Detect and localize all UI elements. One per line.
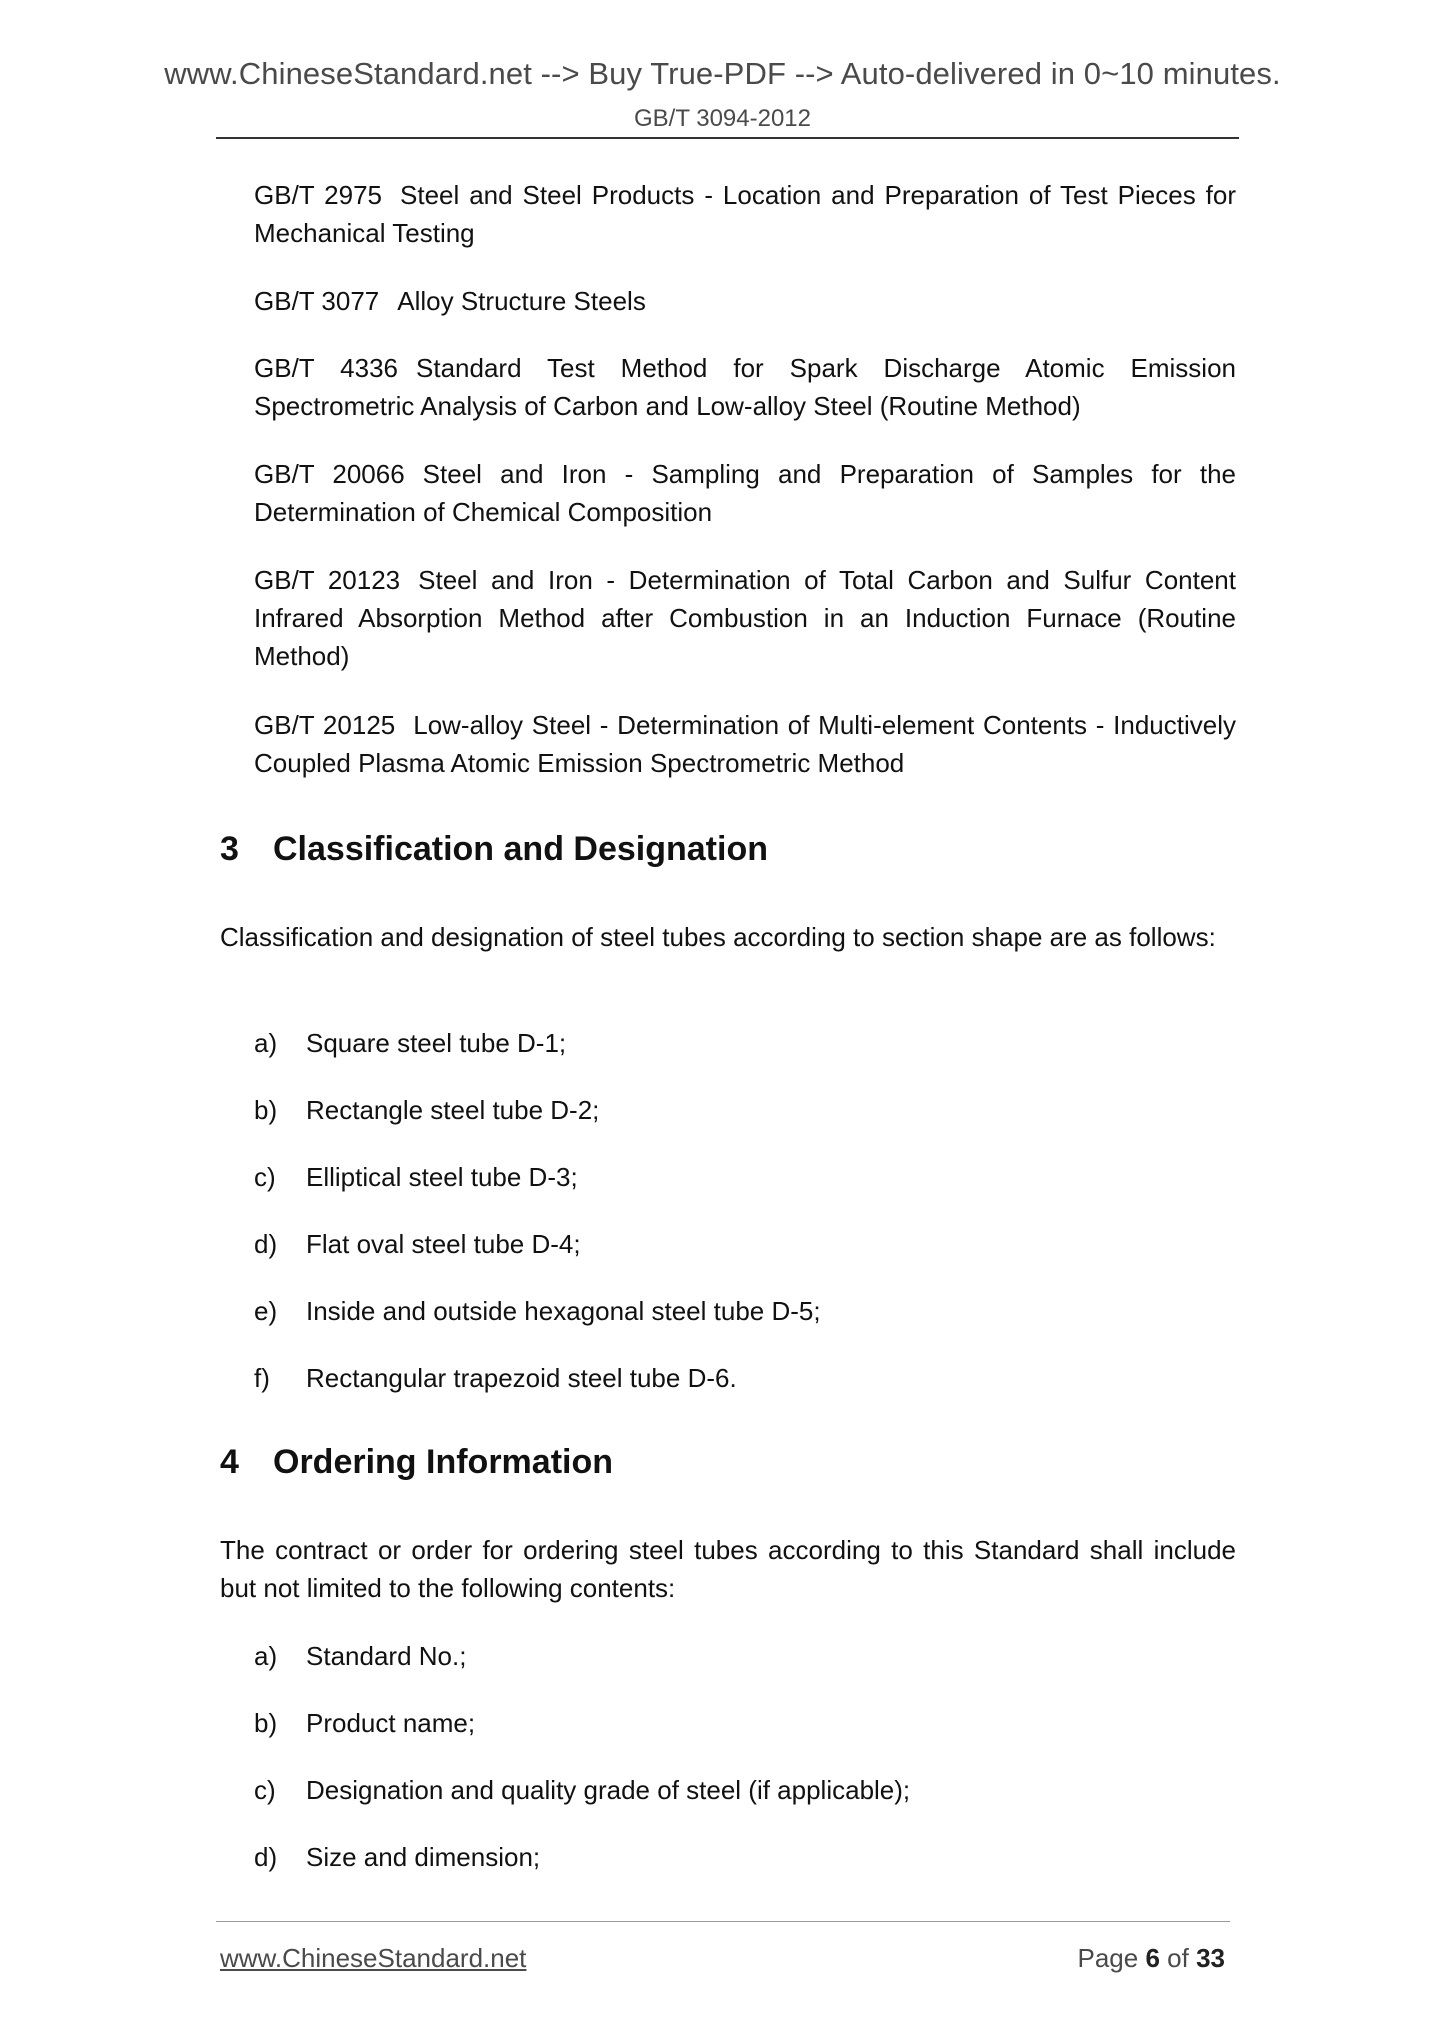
- reference-entry: [254, 176, 1236, 252]
- reference-code: GB/T 20125: [254, 710, 396, 740]
- reference-title: Low-alloy Steel - Determination of Multi-element Contents - Inductively Coupled Plasma Atomic Emission Spectrometric Method: [254, 710, 1236, 778]
- list-item-text: Elliptical steel tube D-3;: [306, 1162, 578, 1192]
- section-intro: The contract or order for ordering steel tubes according to this Standard shall include but not limited to the following contents:: [220, 1535, 1236, 1603]
- footer-divider: [216, 1921, 1230, 1922]
- list-item-text: Designation and quality grade of steel (if applicable);: [306, 1775, 911, 1805]
- section-heading-ordering: [220, 1443, 613, 1482]
- section-intro: Classification and designation of steel tubes according to section shape are as follows:: [220, 922, 1216, 952]
- section-heading-classification: [220, 830, 768, 869]
- list-item: [254, 1225, 581, 1263]
- reference-title: Steel and Steel Products - Location and Preparation of Test Pieces for Mechanical Testing: [254, 180, 1237, 248]
- list-item-text: Rectangular trapezoid steel tube D-6.: [306, 1363, 737, 1393]
- section-number: 4: [220, 1443, 239, 1481]
- list-item-text: Rectangle steel tube D-2;: [306, 1095, 600, 1125]
- reference-entry: [254, 561, 1236, 675]
- header-divider: [216, 137, 1239, 139]
- list-item: [254, 1024, 566, 1062]
- list-item: [254, 1292, 821, 1330]
- list-marker: c): [254, 1775, 276, 1805]
- of-word: of: [1167, 1943, 1189, 1973]
- header-banner: www.ChineseStandard.net --> Buy True-PDF --> Auto-delivered in 0~10 minutes.: [164, 56, 1281, 91]
- reference-entry: [254, 282, 1236, 320]
- reference-code: GB/T 4336: [254, 353, 399, 383]
- section-title: Ordering Information: [273, 1443, 613, 1481]
- reference-title: Steel and Iron - Determination of Total Carbon and Sulfur Content Infrared Absorption Method after Combustion in an Induction Furnace (Routine Method): [254, 565, 1236, 671]
- list-marker: c): [254, 1162, 276, 1192]
- reference-entry: [254, 706, 1236, 782]
- list-item-text: Inside and outside hexagonal steel tube D-5;: [306, 1296, 821, 1326]
- list-marker: b): [254, 1095, 278, 1125]
- reference-entry: [254, 455, 1236, 531]
- list-marker: a): [254, 1641, 278, 1671]
- reference-title: Alloy Structure Steels: [397, 286, 646, 316]
- reference-code: GB/T 2975: [254, 180, 382, 210]
- page-indicator: [1077, 1943, 1225, 1974]
- list-marker: f): [254, 1363, 270, 1393]
- reference-code: GB/T 3077: [254, 286, 380, 316]
- page-total: 33: [1196, 1943, 1225, 1973]
- list-marker: e): [254, 1296, 278, 1326]
- list-item-text: Product name;: [306, 1708, 476, 1738]
- section-number: 3: [220, 830, 239, 868]
- list-item: [254, 1771, 910, 1809]
- list-marker: b): [254, 1708, 278, 1738]
- list-marker: d): [254, 1842, 278, 1872]
- reference-title: Standard Test Method for Spark Discharge Atomic Emission Spectrometric Analysis of Carbon and Low-alloy Steel (Routine Method): [254, 353, 1237, 421]
- list-item: [254, 1704, 475, 1742]
- list-item-text: Flat oval steel tube D-4;: [306, 1229, 581, 1259]
- list-marker: d): [254, 1229, 278, 1259]
- section-title: Classification and Designation: [273, 830, 768, 868]
- standard-id: GB/T 3094-2012: [633, 105, 811, 132]
- reference-entry: [254, 349, 1236, 425]
- list-item: [254, 1637, 466, 1675]
- list-item: [254, 1091, 599, 1129]
- list-item-text: Size and dimension;: [306, 1842, 541, 1872]
- footer-site-link[interactable]: www.ChineseStandard.net: [220, 1943, 527, 1973]
- reference-title: Steel and Iron - Sampling and Preparation of Samples for the Determination of Chemical Composition: [254, 459, 1236, 527]
- list-item-text: Standard No.;: [306, 1641, 467, 1671]
- list-item: [254, 1838, 540, 1876]
- page-current: 6: [1145, 1943, 1160, 1973]
- reference-code: GB/T 20123: [254, 565, 401, 595]
- list-marker: a): [254, 1028, 278, 1058]
- reference-code: GB/T 20066: [254, 459, 405, 489]
- list-item-text: Square steel tube D-1;: [306, 1028, 567, 1058]
- list-item: [254, 1158, 578, 1196]
- list-item: [254, 1359, 737, 1397]
- page-word: Page: [1077, 1943, 1139, 1973]
